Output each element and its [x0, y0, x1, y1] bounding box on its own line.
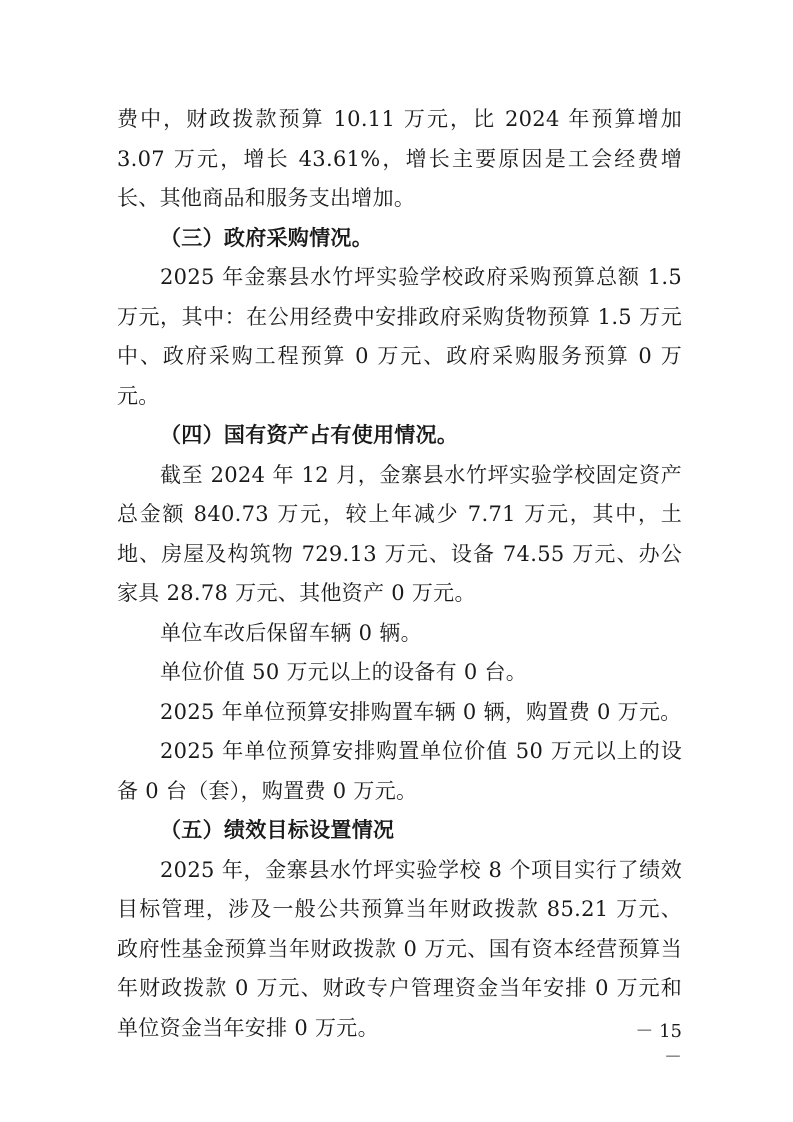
heading-government-procurement: （三）政府采购情况。: [160, 225, 373, 250]
paragraph-vehicle-purchase: 2025 年单位预算安排购置车辆 0 辆，购置费 0 万元。: [160, 699, 682, 724]
heading-state-assets: （四）国有资产占有使用情况。: [160, 423, 459, 447]
paragraph-procurement: 2025 年金寨县水竹坪实验学校政府采购预算总额 1.5 万元，其中：在公用经费中安排政府采购货物预算 1.5 万元中、政府采购工程预算 0 万元、政府采购服务预算 0 万元。: [117, 265, 682, 408]
paragraph-equipment-purchase: 2025 年单位预算安排购置单位价值 50 万元以上的设备 0 台（套），购置费 0 万元。: [117, 739, 682, 803]
page-number: － 15 －: [635, 1021, 682, 1068]
paragraph-equipment-over-50: 单位价值 50 万元以上的设备有 0 台。: [160, 660, 528, 684]
paragraph-fixed-assets: 截至 2024 年 12 月，金寨县水竹坪实验学校固定资产总金额 840.73 万元，较上年减少 7.71 万元，其中，土地、房屋及构筑物 729.13 万元、设备 74.55 万元、办公家具 28.78 万元、其他资产 0 万元。: [117, 462, 682, 605]
heading-performance-goals: （五）绩效目标设置情况: [160, 818, 395, 842]
document-body: [117, 100, 682, 1048]
paragraph-performance: 2025 年，金寨县水竹坪实验学校 8 个项目实行了绩效目标管理，涉及一般公共预算当年财政拨款 85.21 万元、政府性基金预算当年财政拨款 0 万元、国有资本经营预算当年财政拨款 0 万元、财政专户管理资金当年安排 0 万元和单位资金当年安排 0 万元。: [117, 857, 682, 1040]
paragraph-vehicles-retained: 单位车改后保留车辆 0 辆。: [160, 620, 422, 645]
paragraph-budget-continuation: 费中，财政拨款预算 10.11 万元，比 2024 年预算增加 3.07 万元，增长 43.61%，增长主要原因是工会经费增长、其他商品和服务支出增加。: [117, 107, 682, 210]
